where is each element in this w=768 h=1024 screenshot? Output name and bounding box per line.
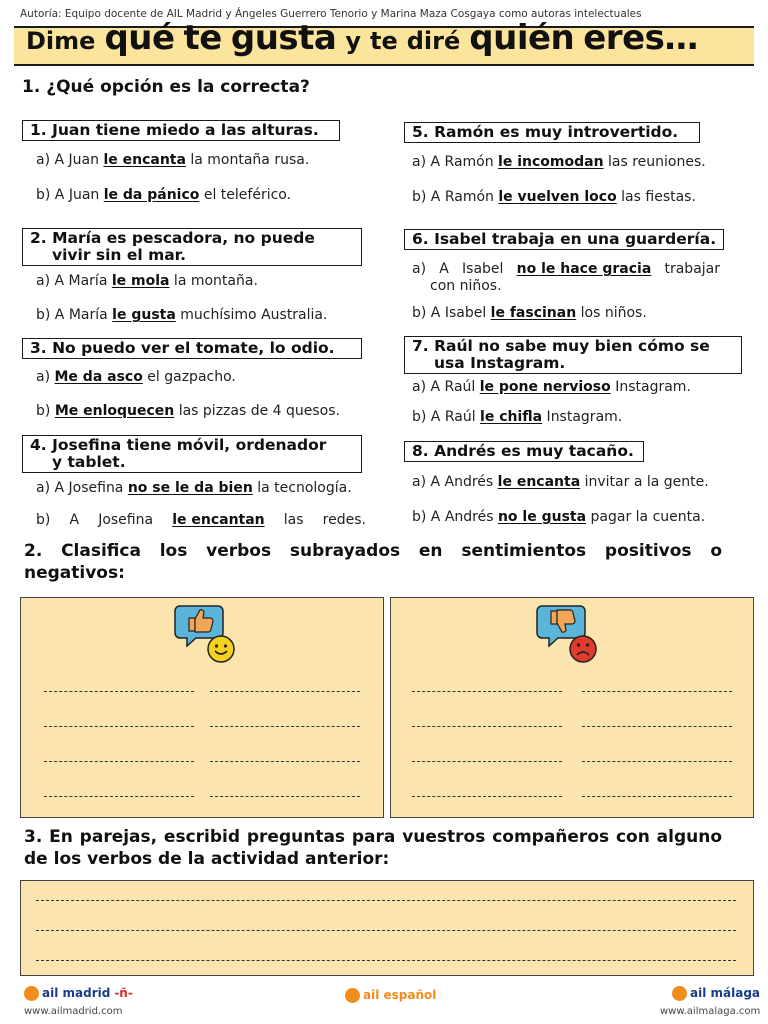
writing-line[interactable] xyxy=(36,900,736,901)
answer-line[interactable] xyxy=(582,761,732,762)
option-5b[interactable]: b) A Ramón le vuelven loco las fiestas. xyxy=(412,189,696,205)
answer-line[interactable] xyxy=(210,761,360,762)
answer-line[interactable] xyxy=(582,691,732,692)
ail-madrid-logo[interactable]: ail madrid -ñ- xyxy=(24,986,133,1001)
question-1: 1. Juan tiene miedo a las alturas. xyxy=(22,120,340,141)
section-2-heading: 2. Clasifica los verbos subrayados en sentimientos positivos o negativos: xyxy=(24,541,722,583)
option-8b[interactable]: b) A Andrés no le gusta pagar la cuenta. xyxy=(412,509,706,525)
thumbs-down-sad-icon xyxy=(536,602,602,668)
question-7: 7. Raúl no sabe muy bien cómo se usa Instagram. xyxy=(404,336,742,374)
question-5: 5. Ramón es muy introvertido. xyxy=(404,122,700,143)
ail-malaga-url[interactable]: www.ailmalaga.com xyxy=(660,1006,761,1017)
option-2b[interactable]: b) A María le gusta muchísimo Australia. xyxy=(36,307,328,323)
answer-line[interactable] xyxy=(412,796,562,797)
section-1-heading: 1. ¿Qué opción es la correcta? xyxy=(22,77,310,97)
option-3a[interactable]: a) Me da asco el gazpacho. xyxy=(36,369,236,385)
writing-line[interactable] xyxy=(36,930,736,931)
option-4b[interactable]: b) A Josefina le encantan las redes. xyxy=(36,512,366,528)
option-1a[interactable]: a) A Juan le encanta la montaña rusa. xyxy=(36,152,310,168)
answer-line[interactable] xyxy=(44,726,194,727)
ail-logo-icon xyxy=(672,986,687,1001)
option-7a[interactable]: a) A Raúl le pone nervioso Instagram. xyxy=(412,379,691,395)
answer-line[interactable] xyxy=(44,796,194,797)
option-1b[interactable]: b) A Juan le da pánico el teleférico. xyxy=(36,187,292,203)
writing-line[interactable] xyxy=(36,960,736,961)
ail-espanol-logo[interactable]: ail español xyxy=(345,988,436,1003)
ail-logo-icon xyxy=(24,986,39,1001)
madrid-emblem-icon: -ñ- xyxy=(114,986,133,1000)
answer-line[interactable] xyxy=(412,691,562,692)
questions-panel xyxy=(20,880,754,976)
option-7b[interactable]: b) A Raúl le chifla Instagram. xyxy=(412,409,623,425)
thumbs-up-smiley-icon xyxy=(174,602,240,668)
question-3: 3. No puedo ver el tomate, lo odio. xyxy=(22,338,362,359)
answer-line[interactable] xyxy=(44,761,194,762)
ail-madrid-url[interactable]: www.ailmadrid.com xyxy=(24,1006,123,1017)
credit-line: Autoría: Equipo docente de AIL Madrid y Ángeles Guerrero Tenorio y Marina Maza Cosgaya como autoras intelectuales xyxy=(20,8,642,20)
question-2: 2. María es pescadora, no puede vivir sin el mar. xyxy=(22,228,362,266)
answer-line[interactable] xyxy=(210,796,360,797)
question-4: 4. Josefina tiene móvil, ordenador y tablet. xyxy=(22,435,362,473)
option-2a[interactable]: a) A María le mola la montaña. xyxy=(36,273,258,289)
question-8: 8. Andrés es muy tacaño. xyxy=(404,441,644,462)
answer-line[interactable] xyxy=(44,691,194,692)
answer-line[interactable] xyxy=(412,726,562,727)
answer-line[interactable] xyxy=(210,691,360,692)
answer-line[interactable] xyxy=(412,761,562,762)
option-3b[interactable]: b) Me enloquecen las pizzas de 4 quesos. xyxy=(36,403,340,419)
option-6b[interactable]: b) A Isabel le fascinan los niños. xyxy=(412,305,647,321)
section-3-heading: 3. En parejas, escribid preguntas para vuestros compañeros con alguno de los verbos de la actividad anterior: xyxy=(24,827,722,869)
page-title: Dime qué te gusta y te diré quién eres… xyxy=(26,18,698,58)
ail-malaga-logo[interactable]: ail málaga xyxy=(672,986,760,1001)
question-6: 6. Isabel trabaja en una guardería. xyxy=(404,229,724,250)
option-4a[interactable]: a) A Josefina no se le da bien la tecnología. xyxy=(36,480,352,496)
option-5a[interactable]: a) A Ramón le incomodan las reuniones. xyxy=(412,154,706,170)
answer-line[interactable] xyxy=(582,796,732,797)
ail-logo-icon xyxy=(345,988,360,1003)
answer-line[interactable] xyxy=(582,726,732,727)
answer-line[interactable] xyxy=(210,726,360,727)
option-8a[interactable]: a) A Andrés le encanta invitar a la gente. xyxy=(412,474,709,490)
option-6a[interactable]: a) A Isabel no le hace gracia trabajar con niños. xyxy=(412,261,720,294)
